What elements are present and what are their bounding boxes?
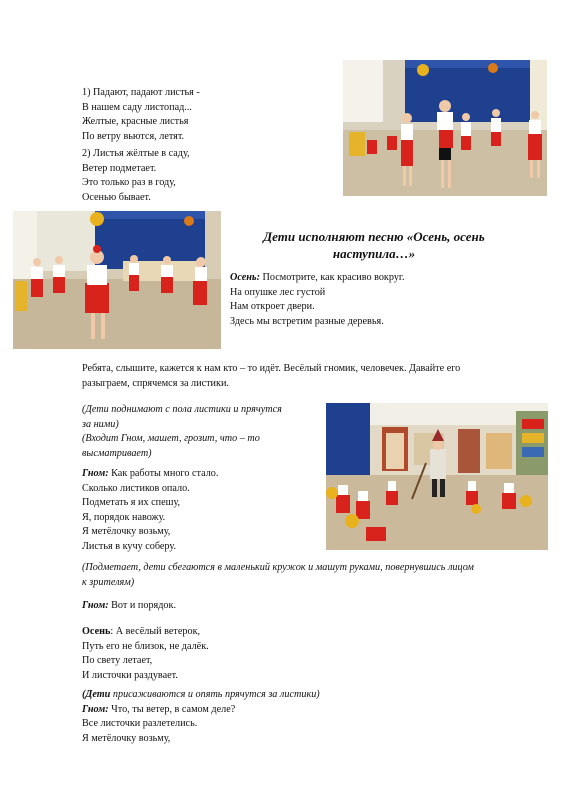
song-title-line: наступила…» (332, 246, 416, 261)
speech-line: Я, порядок навожу. (82, 511, 166, 523)
verse-line: По ветру вьются, летят. (82, 130, 185, 142)
speaker-label: Осень: (230, 272, 260, 283)
gnome-speech (82, 467, 218, 555)
stage-direction-line: высматривает) (82, 447, 152, 459)
verse-line: Ветер подметает. (82, 162, 157, 174)
autumn-speech (230, 271, 405, 329)
song-title (224, 228, 524, 262)
speaker-label: Осень (82, 626, 111, 637)
speech-line: Листья в кучу соберу. (82, 540, 176, 552)
verse-line: 2) Листья жёлтые в саду, (82, 148, 190, 159)
stage-direction (82, 561, 474, 590)
verse-2 (82, 147, 190, 205)
stage-direction-line: (Входит Гном, машет, грозит, что – то (82, 433, 260, 445)
speech-line: По свету летает, (82, 655, 153, 667)
speech-line: Вот и порядок. (108, 600, 176, 611)
speaker-label: Гном: (82, 703, 109, 715)
speech-line: Здесь мы встретим разные деревья. (230, 315, 384, 327)
narration-line: разыграем, спрячемся за листики. (82, 377, 229, 389)
stage-direction-line: за ними) (82, 418, 119, 430)
speech-line: Я метёлочку возьму, (82, 732, 171, 744)
gnome-speech-2 (82, 599, 176, 614)
speech-line: Подметать я их спешу, (82, 497, 181, 509)
stage-direction-line: (Подметает, дети сбегаются в маленький кружок и машут руками, повернувшись лицом (82, 562, 474, 573)
speech-line: Посмотрите, как красиво вокруг. (259, 272, 405, 283)
autumn-speech-2 (82, 625, 209, 683)
speech-line: : А весёлый ветерок, (110, 626, 201, 637)
photo-children-dance-2 (13, 211, 221, 349)
photo-children-dance-1 (343, 60, 547, 196)
speech-line: Я метёлочку возьму, (82, 526, 171, 538)
verse-line: 1) Падают, падают листья - (82, 87, 200, 98)
verse-line: Желтые, красные листья (82, 116, 189, 128)
gnome-speech-3 (82, 688, 320, 746)
speech-line: Все листочки разлетелись. (82, 718, 198, 730)
stage-direction-line: (Дети поднимают с пола листики и прячутся (82, 404, 282, 415)
verse-line: Это только раз в году, (82, 177, 176, 189)
stage-direction-line: к зрителям) (82, 576, 135, 588)
speech-line: Нам откроет двери. (230, 301, 315, 313)
speaker-label: Гном: (82, 468, 109, 479)
speech-line: Сколько листиков опало. (82, 482, 190, 494)
speech-line: И листочки раздувает. (82, 669, 178, 681)
stage-direction-bold: (Дети (82, 689, 111, 700)
speech-line: На опушке лес густой (230, 286, 326, 298)
narration (82, 362, 460, 391)
song-title-line: Дети исполняют песню «Осень, осень (263, 229, 485, 244)
narration-line: Ребята, слышите, кажется к нам кто – то идёт. Весёлый гномик, человечек. Давайте его (82, 363, 461, 374)
speaker-label: Гном: (82, 600, 109, 611)
verse-line: В нашем саду листопад... (82, 101, 192, 113)
photo-gnome-sweeping (326, 403, 548, 550)
stage-direction-line: присаживаются и опять прячутся за листики) (110, 689, 320, 700)
speech-line: Путь его не близок, не далёк. (82, 640, 209, 652)
verse-line: Осенью бывает. (82, 191, 151, 203)
stage-direction (82, 403, 282, 461)
verse-1 (82, 86, 200, 144)
speech-line: Как работы много стало. (108, 468, 219, 479)
speech-line: Что, ты ветер, в самом деле? (108, 703, 236, 715)
